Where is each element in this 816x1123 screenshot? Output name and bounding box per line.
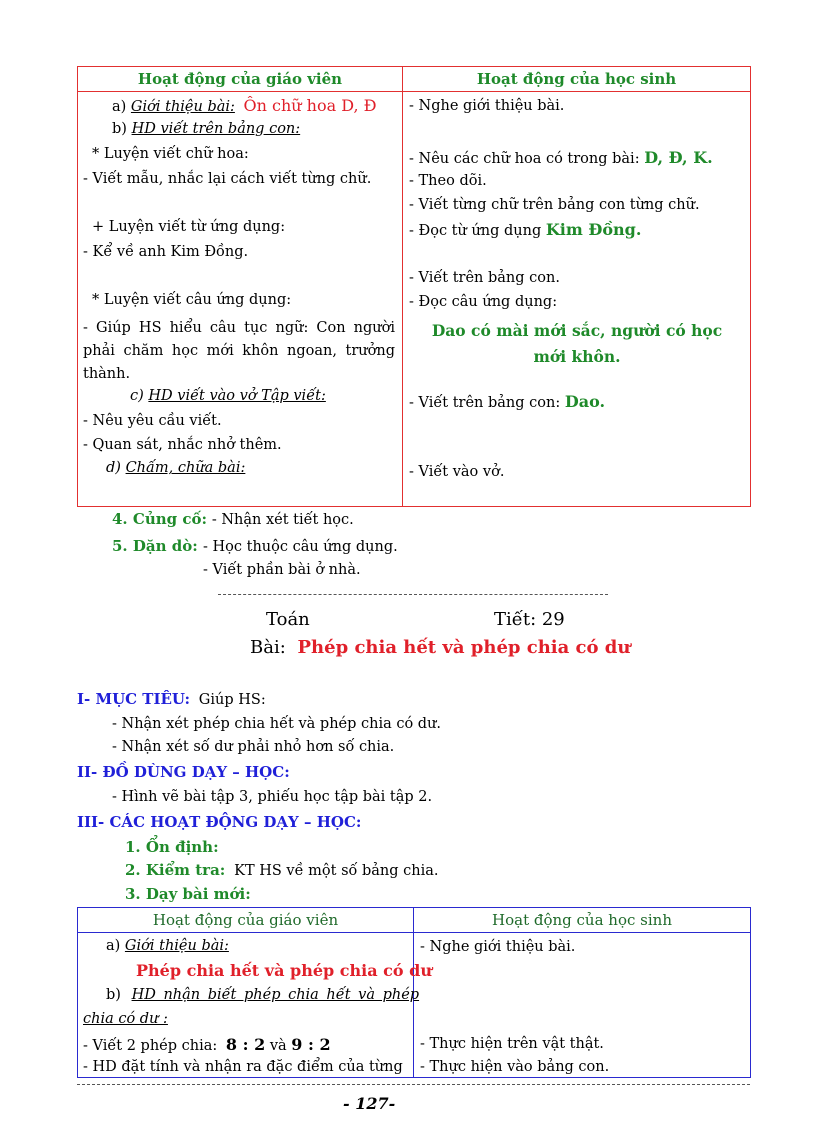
student-line-5-text: - Đọc từ ứng dụng — [409, 223, 542, 239]
teacher-line-6: - Giúp HS hiểu câu tục ngữ: Con người phải chăm học mới khôn ngoan, trưởng thành. — [83, 320, 395, 382]
teacher-line-5: * Luyện viết câu ứng dụng: — [92, 292, 292, 308]
t2-item-b-title-1: HD nhận biết phép chia hết và phép — [131, 987, 420, 1003]
teacher-item-c — [130, 388, 326, 404]
t2-line-2: - HD đặt tính và nhận ra đặc điểm của từng — [83, 1059, 403, 1075]
objectives-title: I- MỤC TIÊU: — [77, 690, 191, 708]
item-b-title: HD viết trên bảng con: — [131, 121, 301, 137]
student-line-2-text: - Nêu các chữ hoa có trong bài: — [409, 151, 640, 167]
student-line-6: - Viết trên bảng con. — [409, 270, 560, 286]
t2-division-1: 8 : 2 — [225, 1035, 266, 1054]
item-d-label: d) — [106, 460, 121, 476]
t2-student-line-1: - Nghe giới thiệu bài. — [420, 939, 576, 955]
step-2-text: KT HS về một số bảng chia. — [234, 863, 439, 879]
item-c-label: c) — [130, 388, 144, 404]
table1-student-cell — [403, 92, 751, 507]
materials-title: II- ĐỒ DÙNG DẠY – HỌC: — [77, 763, 290, 781]
student-line-7: - Đọc câu ứng dụng: — [409, 294, 558, 310]
objective-2: - Nhận xét số dư phải nhỏ hơn số chia. — [112, 739, 395, 755]
t2-item-b-label: b) — [106, 987, 121, 1003]
table2-student-cell — [414, 933, 751, 1078]
t2-item-a — [106, 938, 229, 954]
teacher-item-a — [112, 96, 377, 115]
consolidation — [112, 510, 354, 528]
student-line-10: - Viết vào vở. — [409, 464, 505, 480]
teacher-line-4: - Kể về anh Kim Đồng. — [83, 244, 249, 260]
table2-teacher-cell — [78, 933, 432, 1078]
item-a-title: Giới thiệu bài: — [130, 99, 235, 115]
lesson-period: Tiết: 29 — [494, 609, 565, 630]
student-line-5 — [409, 220, 641, 239]
t2-item-b-title-2: chia có dư : — [83, 1011, 168, 1027]
teacher-line-3: + Luyện viết từ ứng dụng: — [92, 219, 286, 235]
t2-item-b — [106, 987, 419, 1003]
t2-student-line-3: - Thực hiện vào bảng con. — [420, 1059, 610, 1075]
student-line-3: - Theo dõi. — [409, 173, 487, 189]
step-1: 1. Ổn định: — [125, 838, 219, 856]
t2-division-2: 9 : 2 — [291, 1035, 331, 1054]
activities-table-2 — [77, 907, 751, 1078]
consolidation-label: 4. Củng cố: — [112, 510, 208, 528]
t2-item-a-title: Giới thiệu bài: — [124, 938, 229, 954]
item-d-title: Chấm, chữa bài: — [125, 460, 246, 476]
table2-header-teacher: Hoạt động của giáo viên — [78, 908, 414, 933]
t2-line-1 — [83, 1035, 331, 1054]
student-line-1: - Nghe giới thiệu bài. — [409, 98, 565, 114]
objectives — [77, 690, 266, 708]
table2-header-student: Hoạt động của học sinh — [414, 908, 751, 933]
table1-header-teacher: Hoạt động của giáo viên — [78, 67, 403, 92]
table1-teacher-cell — [78, 92, 403, 507]
activities-table-1 — [77, 66, 751, 507]
objectives-intro: Giúp HS: — [198, 692, 266, 708]
homework-line-1: - Học thuộc câu ứng dụng. — [203, 539, 398, 555]
item-a-value: Ôn chữ hoa D, Đ — [243, 96, 377, 115]
teacher-line-2: - Viết mẫu, nhắc lại cách viết từng chữ. — [83, 171, 372, 187]
materials-line-1: - Hình vẽ bài tập 3, phiếu học tập bài tập 2. — [112, 789, 433, 805]
table1-header-student: Hoạt động của học sinh — [403, 67, 751, 92]
objective-1: - Nhận xét phép chia hết và phép chia có dư. — [112, 716, 442, 732]
student-line-4: - Viết từng chữ trên bảng con từng chữ. — [409, 197, 700, 213]
t2-line-1-text: - Viết 2 phép chia: — [83, 1038, 218, 1054]
teacher-line-1: * Luyện viết chữ hoa: — [92, 146, 249, 162]
item-a-label: a) — [112, 99, 127, 115]
step-2 — [125, 861, 439, 879]
consolidation-text: - Nhận xét tiết học. — [211, 512, 354, 528]
lesson-subject: Toán — [266, 609, 310, 630]
t2-student-line-2: - Thực hiện trên vật thật. — [420, 1036, 604, 1052]
student-proverb: Dao có mài mới sắc, người có học mới khôn. — [431, 321, 723, 366]
student-line-9-text: - Viết trên bảng con: — [409, 395, 561, 411]
t2-item-a-label: a) — [106, 938, 121, 954]
teacher-item-d — [106, 460, 245, 476]
activities-title: III- CÁC HOẠT ĐỘNG DẠY – HỌC: — [77, 813, 362, 831]
homework-label: 5. Dặn dò: — [112, 537, 198, 555]
lesson-title-text: Phép chia hết và phép chia có dư — [297, 637, 631, 658]
student-line-9 — [409, 392, 605, 411]
lesson-title — [250, 637, 630, 658]
t2-item-a-value: Phép chia hết và phép chia có dư — [136, 961, 432, 980]
teacher-item-b — [112, 121, 300, 137]
student-line-2 — [409, 148, 713, 167]
section-divider — [218, 594, 608, 595]
item-c-title: HD viết vào vở Tập viết: — [148, 388, 326, 404]
item-b-label: b) — [112, 121, 127, 137]
teacher-line-7: - Nêu yêu cầu viết. — [83, 413, 222, 429]
teacher-line-8: - Quan sát, nhắc nhở thêm. — [83, 437, 282, 453]
lesson-title-label: Bài: — [250, 637, 286, 658]
student-line-2-value: D, Đ, K. — [644, 148, 713, 167]
step-2-label: 2. Kiểm tra: — [125, 861, 226, 879]
page-number: - 127- — [343, 1094, 396, 1113]
footer-divider — [77, 1084, 750, 1085]
step-3: 3. Dạy bài mới: — [125, 885, 251, 903]
t2-line-1-and: và — [269, 1038, 287, 1054]
student-line-9-value: Dao. — [564, 392, 606, 411]
student-line-5-value: Kim Đồng. — [545, 220, 642, 239]
homework-line-2: - Viết phần bài ở nhà. — [203, 562, 361, 578]
